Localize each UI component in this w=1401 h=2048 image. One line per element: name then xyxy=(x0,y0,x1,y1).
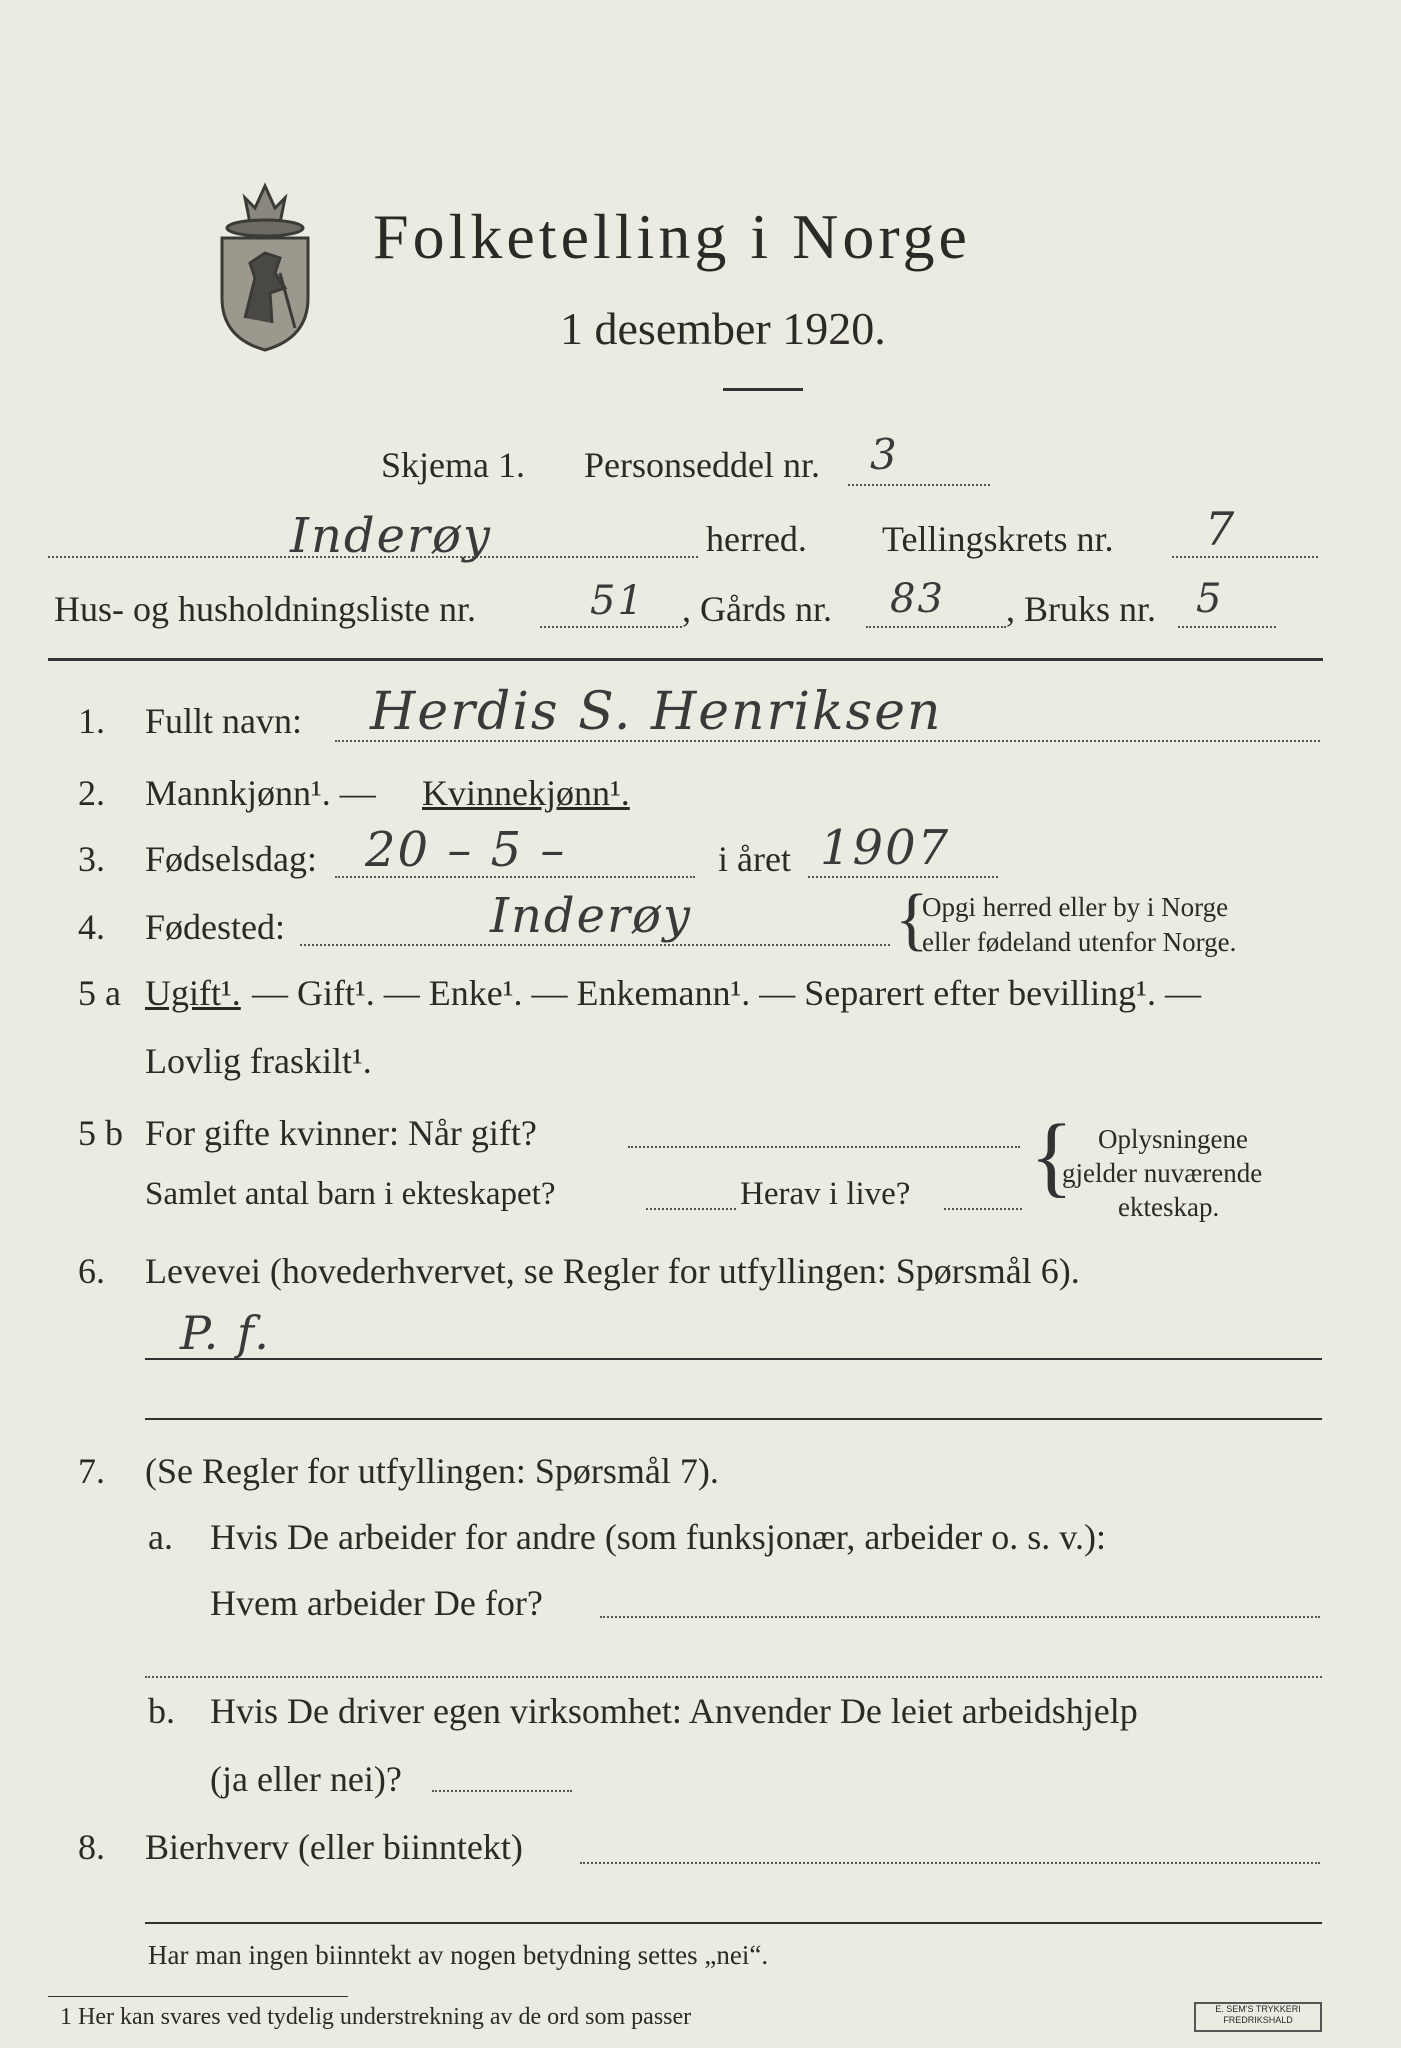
q4-note-line1: Opgi herred eller by i Norge xyxy=(922,892,1229,922)
q5b-alive-label: Herav i live? xyxy=(740,1176,911,1212)
sex-option-female[interactable]: Kvinnekjønn¹. xyxy=(422,773,630,813)
gards-value: 83 xyxy=(890,576,945,622)
herred-label: herred. xyxy=(706,519,807,559)
status-option-ugift[interactable]: Ugift¹. xyxy=(145,973,241,1013)
bruks-field[interactable] xyxy=(1178,626,1276,628)
q4-brace: { xyxy=(895,881,929,958)
occupation-line-1[interactable] xyxy=(145,1358,1322,1360)
q7b-letter: b. xyxy=(148,1691,175,1731)
husliste-value: 51 xyxy=(590,578,645,624)
side-income-field[interactable] xyxy=(580,1862,1320,1864)
q6-label: Levevei (hovederhvervet, se Regler for utfyllingen: Spørsmål 6). xyxy=(145,1251,1080,1291)
q7-number: 7. xyxy=(78,1451,105,1491)
q2-number: 2. xyxy=(78,773,105,813)
footnote: 1 Her kan svares ved tydelig understrekning av de ord som passer xyxy=(60,2004,692,2030)
q8-number: 8. xyxy=(78,1827,105,1867)
occupation-line-2[interactable] xyxy=(145,1418,1322,1420)
footnote-divider xyxy=(48,1996,348,1997)
bruks-value: 5 xyxy=(1196,576,1224,622)
full-name-value: Herdis S. Henriksen xyxy=(370,682,943,742)
header-divider xyxy=(48,658,1323,661)
bruks-label: , Bruks nr. xyxy=(1006,589,1157,629)
personseddel-field[interactable] xyxy=(848,484,990,486)
schema-label: Skjema 1. xyxy=(381,445,525,485)
status-options-rest[interactable]: — Gift¹. — Enke¹. — Enkemann¹. — Separert efter bevilling¹. — xyxy=(252,973,1201,1013)
tellingskrets-label: Tellingskrets nr. xyxy=(882,519,1114,559)
gards-field[interactable] xyxy=(866,626,1006,628)
herred-value: Inderøy xyxy=(290,508,492,564)
q5b-note-line1: Oplysningene xyxy=(1098,1124,1248,1154)
q7a-line2: Hvem arbeider De for? xyxy=(210,1583,543,1623)
q7-label: (Se Regler for utfyllingen: Spørsmål 7). xyxy=(145,1451,719,1491)
form-title: Folketelling i Norge xyxy=(373,201,971,272)
printer-stamp: E. SEM'S TRYKKERI FREDRIKSHALD xyxy=(1194,2002,1322,2032)
q1-label: Fullt navn: xyxy=(145,701,303,741)
side-income-line-2[interactable] xyxy=(145,1922,1322,1924)
occupation-value: P. f. xyxy=(180,1306,271,1360)
children-total-field[interactable] xyxy=(646,1208,736,1210)
personseddel-label: Personseddel nr. xyxy=(584,445,820,485)
q5b-note-line2: gjelder nuværende xyxy=(1062,1158,1263,1188)
birth-year-value: 1907 xyxy=(820,820,951,876)
q5b-number: 5 b xyxy=(78,1113,123,1153)
q3-label: Fødselsdag: xyxy=(145,839,318,879)
q7a-line1: Hvis De arbeider for andre (som funksjonær, arbeider o. s. v.): xyxy=(210,1517,1106,1557)
coat-of-arms-icon xyxy=(210,178,320,353)
employer-field-2[interactable] xyxy=(145,1676,1322,1678)
q3-number: 3. xyxy=(78,839,105,879)
q1-number: 1. xyxy=(78,701,105,741)
q4-number: 4. xyxy=(78,907,105,947)
married-when-field[interactable] xyxy=(628,1146,1020,1148)
personseddel-value: 3 xyxy=(870,430,899,479)
husliste-label: Hus- og husholdningsliste nr. xyxy=(54,589,477,629)
husliste-field[interactable] xyxy=(540,626,682,628)
q4-label: Fødested: xyxy=(145,907,285,947)
census-date: 1 desember 1920. xyxy=(560,303,886,354)
birthday-value: 20 – 5 – xyxy=(365,822,567,878)
q5b-line1: For gifte kvinner: Når gift? xyxy=(145,1113,537,1153)
sex-option-male[interactable]: Mannkjønn¹. — xyxy=(145,773,376,813)
hired-help-field[interactable] xyxy=(432,1790,572,1792)
q5b-brace: { xyxy=(1030,1107,1074,1206)
employer-field[interactable] xyxy=(600,1616,1320,1618)
q7b-line1: Hvis De driver egen virksomhet: Anvender De leiet arbeidshjelp xyxy=(210,1691,1138,1731)
q6-number: 6. xyxy=(78,1251,105,1291)
children-alive-field[interactable] xyxy=(944,1208,1022,1210)
q7a-letter: a. xyxy=(148,1517,173,1557)
q5b-children-label: Samlet antal barn i ekteskapet? xyxy=(145,1176,556,1212)
year-label: i året xyxy=(718,839,791,879)
status-option-fraskilt[interactable]: Lovlig fraskilt¹. xyxy=(145,1041,372,1081)
birthplace-value: Inderøy xyxy=(490,888,692,944)
birthplace-field[interactable] xyxy=(300,944,890,946)
birth-year-field[interactable] xyxy=(808,876,998,878)
q4-note-line2: eller fødeland utenfor Norge. xyxy=(922,927,1237,957)
q5b-note-line3: ekteskap. xyxy=(1118,1192,1220,1222)
title-divider xyxy=(723,388,803,391)
tellingskrets-field[interactable] xyxy=(1172,556,1318,558)
gards-label: , Gårds nr. xyxy=(682,589,832,629)
tellingskrets-value: 7 xyxy=(1205,502,1237,556)
q7b-line2: (ja eller nei)? xyxy=(210,1759,402,1799)
q5a-number: 5 a xyxy=(78,973,121,1013)
footer-note: Har man ingen biinntekt av nogen betydning settes „nei“. xyxy=(148,1940,769,1970)
q8-label: Bierhverv (eller biinntekt) xyxy=(145,1827,523,1867)
